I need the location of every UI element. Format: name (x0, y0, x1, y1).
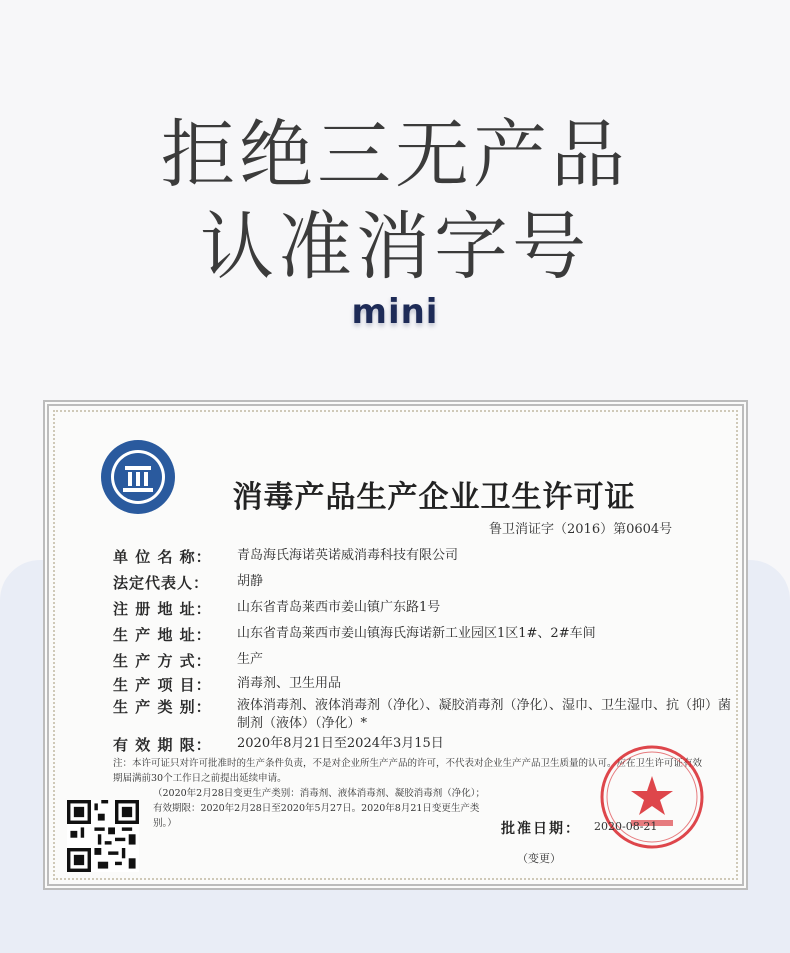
change-label: （变更） (517, 852, 561, 865)
field-label: 生 产 项 目： (113, 676, 212, 694)
field-value: 胡静 (237, 574, 264, 589)
headline-line-2: 认准消字号 (200, 204, 590, 290)
certificate-note: 注：本许可证只对许可批准时的生产条件负责，不是对企业所生产产品的许可，不代表对企业生产产品卫生质量的认可。应在卫生许可证有效期届满前30个工作日之前提出延续申请。 (113, 758, 703, 784)
field-label: 生 产 类 别： (113, 698, 212, 716)
approval-date-label: 批准日期： (501, 821, 581, 837)
brand-logo: mini (351, 292, 439, 332)
official-red-stamp-icon (597, 742, 707, 852)
headline-line-1: 拒绝三无产品 (161, 112, 629, 198)
field-label: 单 位 名 称： (113, 548, 212, 566)
field-value: 青岛海氏海诺英诺威消毒科技有限公司 (237, 548, 459, 563)
certificate-number: 鲁卫消证字（2016）第0604号 (489, 522, 673, 537)
field-value: 生产 (237, 652, 264, 667)
field-label: 生 产 方 式： (113, 652, 212, 670)
field-value: 消毒剂、卫生用品 (237, 676, 342, 691)
field-value: 液体消毒剂、液体消毒剂（净化）、凝胶消毒剂（净化）、湿巾、卫生湿巾、抗（抑）菌制剂（液体）（净化）* (237, 698, 732, 731)
field-label: 法定代表人： (113, 574, 210, 592)
health-inspection-seal-icon (99, 438, 177, 516)
field-label: 有 效 期 限： (113, 736, 212, 754)
field-value: 2020年8月21日至2024年3月15日 (237, 736, 444, 751)
qr-code-icon (67, 800, 139, 872)
change-record: （2020年2月28日变更生产类别：消毒剂、液体消毒剂、凝胶消毒剂（净化）；有效期限：2020年2月28日至2020年5月27日。2020年8月21日变更生产类别。） (153, 788, 486, 829)
field-label: 生 产 地 址： (113, 626, 212, 644)
hygiene-license-certificate (43, 400, 748, 890)
field-label: 注 册 地 址： (113, 600, 212, 618)
approval-date-value: 2020-08-21 (594, 820, 658, 833)
field-value: 山东省青岛莱西市姜山镇广东路1号 (237, 600, 441, 615)
certificate-title: 消毒产品生产企业卫生许可证 (232, 480, 636, 515)
field-value: 山东省青岛莱西市姜山镇海氏海诺新工业园区1区1#、2#车间 (237, 626, 596, 641)
